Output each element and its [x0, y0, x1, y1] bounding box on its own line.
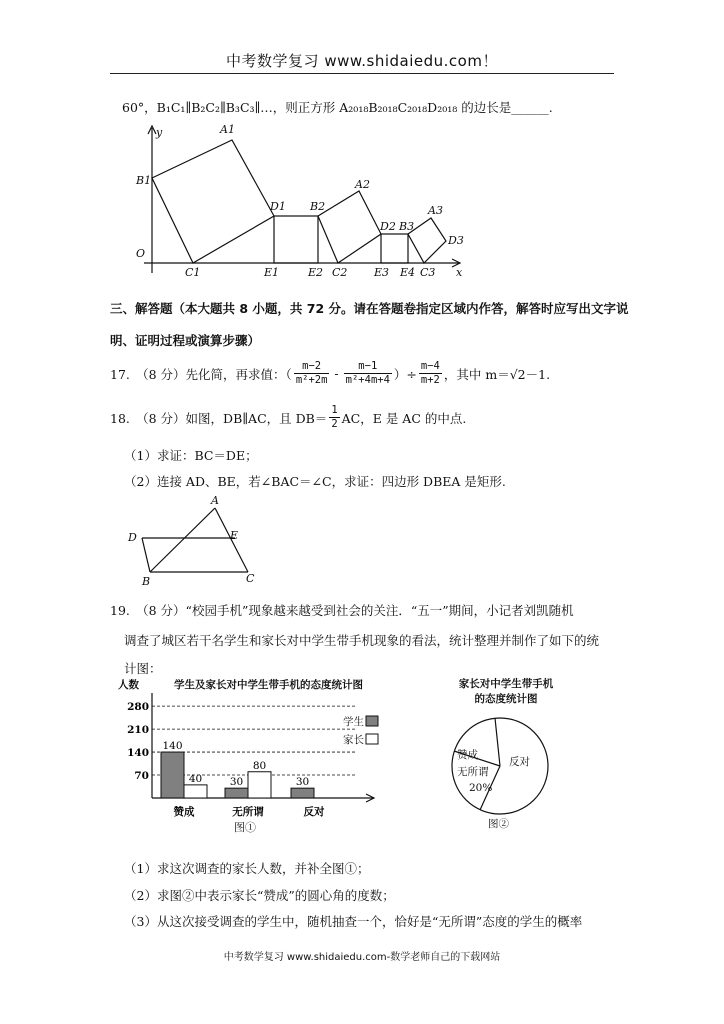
y-tick-label: 280 — [127, 701, 149, 714]
bar-chart-ylabel: 人数 — [118, 679, 139, 691]
label-b2: B2 — [310, 200, 326, 213]
q18-prefix: 18. （8 分）如图，DB∥AC，且 DB＝ — [110, 410, 328, 426]
pie-title-line2: 的态度统计图 — [474, 693, 538, 705]
label-d2: D2 — [380, 220, 396, 233]
legend-parent-swatch — [366, 734, 378, 744]
q19-line3: 计图： — [124, 661, 162, 676]
page-footer: 中考数学复习 www.shidaiedu.com-数学老师自己的下载网站 — [223, 952, 501, 963]
pie-caption: 图② — [488, 818, 509, 830]
pie-title-line1: 家长对中学生带手机 — [458, 678, 554, 690]
pie-divider-2 — [495, 718, 500, 766]
q18-suffix: AC，E 是 AC 的中点. — [341, 410, 467, 426]
pie-slice-label-1: 无所谓 — [457, 766, 489, 778]
bar-chart — [116, 673, 386, 843]
bar-parent-1 — [248, 772, 271, 798]
q19-line1: 19. （8 分）“校园手机”现象越来越受到社会的关注．“五一”期间，小记者刘凯随机 — [110, 603, 574, 618]
square-1 — [152, 140, 274, 263]
bar-data-label: 140 — [162, 740, 183, 753]
squares-figure — [122, 118, 482, 283]
q17-frac2-num: m−1 — [344, 360, 392, 374]
legend-student-swatch — [366, 716, 378, 726]
pie-chart — [440, 675, 580, 837]
label-c3: C3 — [420, 266, 436, 279]
pie-slice-value-1: 20% — [469, 782, 493, 794]
label-d3: D3 — [448, 234, 464, 247]
label-a3: A3 — [428, 204, 443, 217]
legend-student-label: 学生 — [343, 716, 364, 728]
q19-part3: （3）从这次接受调查的学生中，随机抽查一个，恰好是“无所谓”态度的学生的概率 — [124, 914, 583, 929]
q17-div: ）÷ — [393, 366, 417, 382]
label-a: A — [211, 494, 219, 507]
section3-line2: 明、证明过程或演算步骤） — [110, 333, 261, 348]
label-e3: E3 — [374, 266, 390, 279]
q17-frac2 — [344, 360, 392, 387]
q18-part1: （1）求证：BC＝DE； — [124, 448, 258, 463]
q17-frac1 — [294, 360, 330, 387]
label-c2: C2 — [332, 266, 348, 279]
q17-frac1-den: m²+2m — [295, 374, 328, 386]
q17-frac2-den: m²+4m+4 — [345, 374, 390, 386]
bar-parent-0 — [184, 785, 207, 798]
page-header: 中考数学复习 www.shidaiedu.com！ — [226, 52, 498, 70]
q19-part1: （1）求这次调查的家长人数，并补全图①； — [124, 861, 370, 876]
q18-half-den: 2 — [331, 418, 338, 430]
bar-student-2 — [291, 788, 314, 798]
label-e1: E1 — [264, 266, 280, 279]
y-tick-label: 210 — [127, 724, 149, 737]
rect-d1-e2 — [274, 216, 318, 263]
y-tick-label: 70 — [134, 770, 149, 783]
q17-minus: - — [334, 366, 339, 381]
bar-student-1 — [225, 788, 248, 798]
q18 — [110, 404, 466, 431]
q16-text: 60°，B₁C₁∥B₂C₂∥B₃C₃∥…，则正方形 A₂₀₁₈B₂₀₁₈C₂₀₁₈D₂₀₁₈ 的边长是______. — [122, 100, 553, 115]
q17-prefix: 17. （8 分）先化简，再求值：（ — [110, 366, 292, 382]
label-a1: A1 — [220, 123, 235, 136]
label-c1: C1 — [185, 266, 201, 279]
category-label: 反对 — [303, 806, 325, 818]
q17-frac3 — [419, 360, 442, 387]
label-d1: D1 — [270, 200, 286, 213]
q17 — [110, 360, 550, 387]
label-c: C — [246, 572, 255, 585]
bar-data-label: 30 — [229, 776, 244, 789]
bar-data-label: 40 — [188, 772, 203, 785]
section3-line1: 三、解答题（本大题共 8 小题，共 72 分。请在答题卷指定区域内作答，解答时应写出文字说 — [110, 301, 629, 316]
label-o: O — [136, 247, 146, 260]
label-b3: B3 — [399, 220, 415, 233]
label-d: D — [128, 531, 137, 544]
rect-d2-e4 — [381, 234, 408, 263]
label-y: y — [156, 126, 163, 139]
q17-frac3-den: m+2 — [420, 374, 440, 386]
bar-data-label: 30 — [295, 776, 310, 789]
y-tick-label: 140 — [127, 747, 149, 760]
label-a2: A2 — [355, 178, 370, 191]
q18-half-num: 1 — [331, 404, 338, 416]
label-e4: E4 — [400, 266, 416, 279]
q17-frac3-num: m−4 — [420, 360, 440, 372]
bar-data-label: 80 — [252, 759, 267, 772]
q19-part2: （2）求图②中表示家长“赞成”的圆心角的度数； — [124, 888, 395, 903]
q18-half — [329, 404, 339, 431]
q18-part2: （2）连接 AD、BE，若∠BAC＝∠C，求证：四边形 DBEA 是矩形. — [124, 474, 506, 489]
label-e: E — [230, 529, 239, 542]
pie-slice-label-0: 赞成 — [457, 749, 478, 761]
square-2 — [318, 191, 381, 263]
bar-chart-caption: 图① — [234, 821, 256, 834]
category-label: 无所谓 — [232, 806, 264, 818]
q17-suffix: ，其中 m＝√2－1. — [443, 366, 551, 382]
bar-chart-title: 学生及家长对中学生带手机的态度统计图 — [174, 679, 363, 691]
bar-student-0 — [161, 752, 184, 798]
segment-db — [142, 538, 150, 572]
segment-ba — [150, 508, 215, 572]
header-rule — [110, 73, 614, 74]
q17-frac1-num: m−2 — [294, 360, 330, 374]
label-e2: E2 — [308, 266, 324, 279]
pie-slice-label-2: 反对 — [509, 756, 530, 768]
label-b: B — [142, 575, 151, 588]
label-x: x — [456, 266, 463, 279]
label-b1: B1 — [136, 174, 152, 187]
legend-parent-label: 家长 — [343, 734, 364, 746]
q18-figure — [122, 494, 267, 588]
category-label: 赞成 — [173, 806, 195, 818]
q19-line2: 调查了城区若干名学生和家长对中学生带手机现象的看法，统计整理并制作了如下的统 — [124, 633, 600, 648]
